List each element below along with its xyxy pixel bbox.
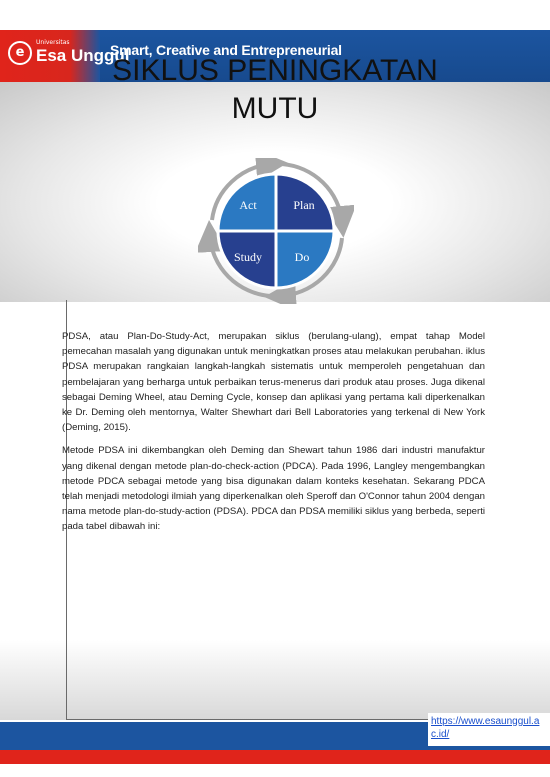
quadrant-plan-label: Plan — [293, 198, 315, 212]
pdsa-cycle-diagram — [198, 158, 354, 304]
quadrant-do-label: Do — [294, 250, 310, 264]
quadrant-study-label: Study — [233, 250, 263, 264]
paragraph-2: Metode PDSA ini dikembangkan oleh Deming dan Shewart tahun 1986 dari industri manufaktur yang dikenal dengan metode plan-do-check-action (PDCA). Pada 1996, Langley mengembangkan metode PDCA sebagai metode yang bisa digunakan dalam konteks kesehatan. Sekarang PDCA telah menjadi metodologi ilmiah yang diperkenalkan oleh Speroff dan O'Connor tahun 2004 dengan nama metode plan-do-study-action (PDSA). PDCA dan PDSA memiliki siklus yang berbeda, seperti pada tabel dibawah ini: — [62, 445, 485, 533]
logo-small-text: Universitas — [36, 39, 70, 46]
page-title: SIKLUS PENINGKATAN MUTU — [112, 54, 438, 125]
website-link[interactable]: https://www.esaunggul.ac.id/ — [428, 713, 550, 746]
logo-main-text: Esa Unggul — [36, 46, 130, 65]
quadrant-act-label: Act — [239, 198, 257, 212]
body-text — [62, 329, 485, 543]
background-shade-bottom — [0, 640, 550, 720]
logo-e-icon: e — [8, 41, 32, 65]
footer-red-band — [0, 750, 550, 764]
paragraph-1: PDSA, atau Plan-Do-Study-Act, merupakan siklus (berulang-ulang), empat tahap Model pemecahan masalah yang digunakan untuk meningkatkan proses atau melakukan perubahan. iklus PDSA merupakan rangkaian langkah-langkah sistematis untuk memperoleh pengetahuan dan pembelajaran yang berharga untuk perbaikan terus-menerus dari produk atau proses. Juga dikenal sebagai Deming Wheel, atau Deming Cycle, konsep dan aplikasi yang pertama kali diperkenalkan ke Dr. Deming oleh mentornya, Walter Shewhart dari Bell Laboratories yang terkenal di New York (Deming, 2015). — [62, 331, 485, 434]
header-tagline: Smart, Creative and Entrepreneurial — [110, 42, 342, 58]
